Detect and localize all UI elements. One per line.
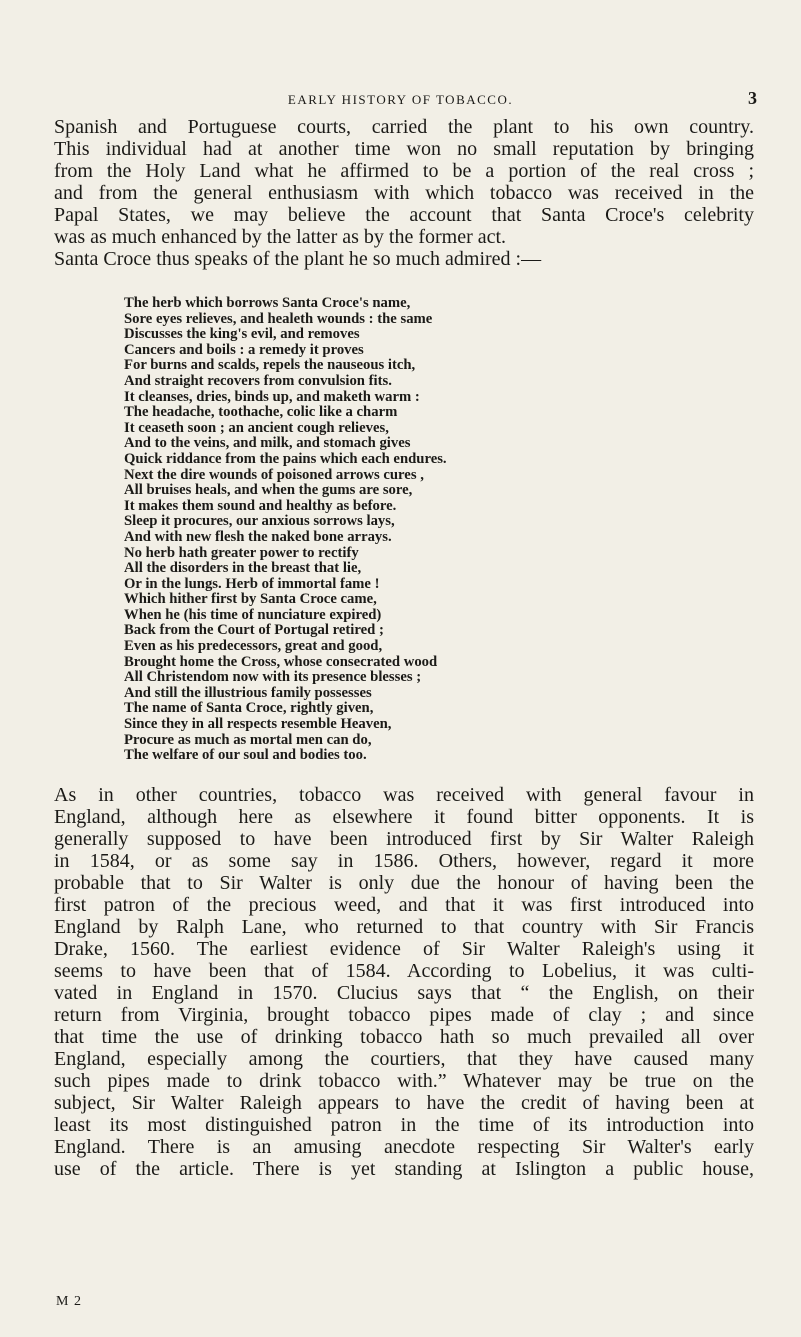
text-line: Drake, 1560. The earliest evidence of Sir Walter Raleigh's using it: [54, 938, 754, 960]
text-line: such pipes made to drink tobacco with.” Whatever may be true on the: [54, 1070, 754, 1092]
poem-block: [124, 296, 744, 764]
poem-line: Cancers and boils : a remedy it proves: [124, 341, 364, 358]
text-line: vated in England in 1570. Clucius says that “ the English, on their: [54, 982, 754, 1004]
poem-line: Which hither first by Santa Croce came,: [124, 591, 377, 608]
text-line: from the Holy Land what he affirmed to be a portion of the real cross ;: [54, 160, 754, 182]
poem-line: The headache, toothache, colic like a charm: [124, 404, 398, 421]
text-line: first patron of the precious weed, and that it was first introduced into: [54, 894, 754, 916]
intro-paragraph: [54, 116, 754, 270]
poem-line: Sleep it procures, our anxious sorrows lays,: [124, 513, 395, 530]
running-title: EARLY HISTORY OF TOBACCO.: [287, 92, 514, 107]
poem-line: The herb which borrows Santa Croce's name,: [124, 295, 411, 311]
text-line: England by Ralph Lane, who returned to that country with Sir Francis: [54, 916, 754, 938]
text-line: Papal States, we may believe the account that Santa Croce's celebrity: [54, 204, 754, 226]
poem-line: Brought home the Cross, whose consecrated wood: [124, 653, 438, 670]
text-line: generally supposed to have been introduced first by Sir Walter Raleigh: [54, 828, 754, 850]
text-line: use of the article. There is yet standing at Islington a public house,: [54, 1158, 754, 1180]
text-line: in 1584, or as some say in 1586. Others, however, regard it more: [54, 850, 754, 872]
poem-line: Back from the Court of Portugal retired ;: [124, 622, 384, 639]
poem-line: Discusses the king's evil, and removes: [124, 326, 360, 343]
poem-line: And to the veins, and milk, and stomach gives: [124, 435, 411, 452]
poem-line: The welfare of our soul and bodies too.: [124, 747, 367, 764]
signature-mark: M 2: [56, 1294, 82, 1309]
poem-line: All Christendom now with its presence blesses ;: [124, 669, 422, 686]
poem-line: It ceaseth soon ; an ancient cough relieves,: [124, 419, 389, 436]
text-line: This individual had at another time won no small reputation by bringing: [54, 138, 754, 160]
poem-line: Next the dire wounds of poisoned arrows cures ,: [124, 466, 424, 483]
poem-line: Procure as much as mortal men can do,: [124, 731, 372, 748]
poem-line: Quick riddance from the pains which each endures.: [124, 450, 447, 467]
text-line: England, especially among the courtiers, that they have caused many: [54, 1048, 754, 1070]
text-line: least its most distinguished patron in the time of its introduction into: [54, 1114, 754, 1136]
text-line: subject, Sir Walter Raleigh appears to have the credit of having been at: [54, 1092, 754, 1114]
poem-line: No herb hath greater power to rectify: [124, 544, 359, 561]
poem-line: Sore eyes relieves, and healeth wounds : the same: [124, 310, 433, 327]
poem-line: It makes them sound and healthy as before.: [124, 497, 397, 514]
poem-line: Even as his predecessors, great and good,: [124, 638, 383, 655]
text-line: seems to have been that of 1584. According to Lobelius, it was culti-: [54, 960, 754, 982]
poem-line: When he (his time of nunciature expired): [124, 606, 382, 623]
poem-line: And still the illustrious family possesses: [124, 684, 372, 701]
poem-line: And with new flesh the naked bone arrays.: [124, 528, 392, 545]
text-line: England. There is an amusing anecdote respecting Sir Walter's early: [54, 1136, 754, 1158]
text-line: Santa Croce thus speaks of the plant he so much admired :—: [54, 248, 542, 270]
poem-line: And straight recovers from convulsion fits.: [124, 372, 392, 389]
text-line: that time the use of drinking tobacco hath so much prevailed all over: [54, 1026, 754, 1048]
poem-line: For burns and scalds, repels the nauseous itch,: [124, 357, 416, 374]
poem-line: Since they in all respects resemble Heaven,: [124, 716, 392, 733]
text-line: return from Virginia, brought tobacco pipes made of clay ; and since: [54, 1004, 754, 1026]
poem-line: It cleanses, dries, binds up, and maketh warm :: [124, 388, 420, 405]
body-paragraph: [54, 784, 754, 1180]
poem-line: All bruises heals, and when the gums are sore,: [124, 482, 413, 499]
poem-line: Or in the lungs. Herb of immortal fame !: [124, 575, 380, 592]
poem-line: All the disorders in the breast that lie,: [124, 560, 362, 577]
text-line: and from the general enthusiasm with which tobacco was received in the: [54, 182, 754, 204]
page-number: 3: [748, 88, 757, 108]
text-line: Spanish and Portuguese courts, carried the plant to his own country.: [54, 116, 754, 138]
text-line: England, although here as elsewhere it found bitter opponents. It is: [54, 806, 754, 828]
text-line: probable that to Sir Walter is only due the honour of having been the: [54, 872, 754, 894]
text-line: was as much enhanced by the latter as by the former act.: [54, 226, 507, 248]
text-line: As in other countries, tobacco was received with general favour in: [54, 784, 754, 806]
poem-line: The name of Santa Croce, rightly given,: [124, 700, 374, 717]
